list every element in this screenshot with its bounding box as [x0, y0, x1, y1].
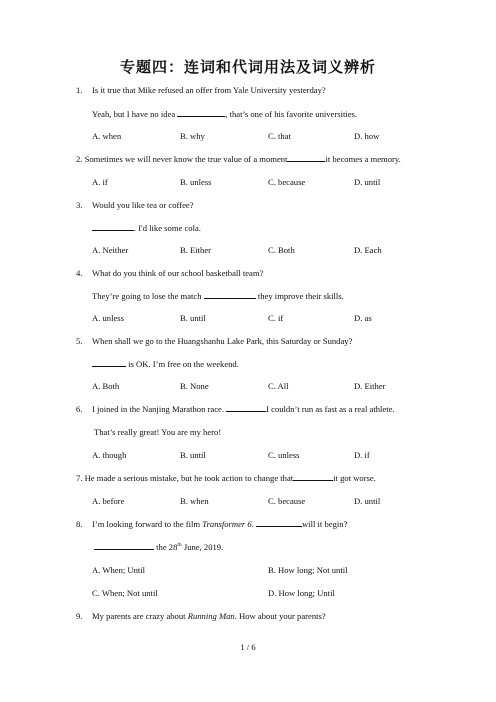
question-number: 4.: [76, 268, 83, 278]
question-number: 6.: [76, 404, 83, 414]
option[interactable]: C. because: [268, 496, 306, 506]
question-8-text: I’m looking forward to the film Transformer 6. will it begin?: [92, 519, 348, 529]
question-number: 3.: [76, 200, 83, 210]
question-3-reply: . I'd like some cola.: [92, 222, 201, 234]
option[interactable]: C. if: [268, 313, 284, 323]
page-number: 1 / 6: [240, 642, 256, 652]
option[interactable]: A. when: [92, 131, 122, 141]
option[interactable]: A. unless: [92, 313, 124, 323]
option[interactable]: D. until: [354, 496, 381, 506]
answer-blank[interactable]: [92, 222, 134, 231]
option[interactable]: D. Each: [354, 245, 382, 255]
answer-blank[interactable]: [226, 403, 266, 412]
option[interactable]: B. why: [180, 131, 205, 141]
option[interactable]: C. because: [268, 177, 306, 187]
answer-blank[interactable]: [287, 153, 325, 162]
option[interactable]: D. as: [354, 313, 372, 323]
option[interactable]: A. if: [92, 177, 108, 187]
question-6-reply: That’s really great! You are my hero!: [94, 427, 222, 437]
option[interactable]: D. until: [354, 177, 381, 187]
option[interactable]: C. that: [268, 131, 291, 141]
option[interactable]: B. until: [180, 313, 206, 323]
option[interactable]: B. Either: [180, 245, 212, 255]
question-5-text: When shall we go to the Huangshanhu Lake Park, this Saturday or Sunday?: [92, 336, 353, 346]
question-6-text: I joined in the Nanjing Marathon race. I couldn’t run as fast as a real athlete.: [92, 404, 395, 414]
answer-blank[interactable]: [256, 518, 302, 527]
option[interactable]: C. unless: [268, 450, 300, 460]
question-number: 8.: [76, 519, 83, 529]
question-5-reply: is OK. I’m free on the weekend.: [92, 358, 239, 370]
question-1-reply: Yeah, but I have no idea , that’s one of his favorite universities.: [92, 109, 358, 119]
question-3-text: Would you like tea or coffee?: [92, 200, 194, 210]
option[interactable]: D. Either: [354, 381, 386, 391]
answer-blank[interactable]: [177, 108, 225, 117]
question-9-text: My parents are crazy about Running Man. How about your parents?: [92, 611, 326, 621]
option[interactable]: A. though: [92, 450, 127, 460]
show-title: Running Man: [187, 611, 235, 621]
option[interactable]: B. until: [180, 450, 206, 460]
option[interactable]: C. When; Not until: [92, 588, 158, 598]
option[interactable]: D. how: [354, 131, 380, 141]
option[interactable]: D. if: [354, 450, 370, 460]
option[interactable]: B. None: [180, 381, 209, 391]
answer-blank[interactable]: [293, 472, 333, 481]
question-number: 1.: [76, 85, 83, 95]
answer-blank[interactable]: [94, 541, 154, 550]
question-4-text: What do you think of our school basketball team?: [92, 268, 264, 278]
film-title: Transformer 6: [202, 519, 252, 529]
question-1-text: Is it true that Mike refused an offer from Yale University yesterday?: [92, 85, 326, 95]
question-number: 5.: [76, 336, 83, 346]
answer-blank[interactable]: [204, 290, 256, 299]
option[interactable]: A. When; Until: [92, 565, 146, 575]
option[interactable]: C. Both: [268, 245, 295, 255]
question-2-text: 2. Sometimes we will never know the true value of a moment it becomes a memory.: [76, 154, 401, 164]
option[interactable]: A. before: [92, 496, 125, 506]
option[interactable]: D. How long; Until: [268, 588, 335, 598]
option[interactable]: A. Neither: [92, 245, 129, 255]
question-7-text: 7. He made a serious mistake, but he took action to change that it got worse.: [76, 473, 376, 483]
answer-blank[interactable]: [92, 358, 126, 367]
question-number: 9.: [76, 611, 83, 621]
option[interactable]: C. All: [268, 381, 289, 391]
option[interactable]: B. unless: [180, 177, 212, 187]
question-8-reply: the 28th June, 2019.: [94, 541, 223, 553]
page-title: 专题四：连词和代词用法及词义辨析: [119, 58, 376, 76]
question-4-reply: They’re going to lose the match they improve their skills.: [92, 291, 344, 301]
option[interactable]: B. when: [180, 496, 209, 506]
option[interactable]: A. Both: [92, 381, 120, 391]
option[interactable]: B. How long; Not until: [268, 565, 348, 575]
